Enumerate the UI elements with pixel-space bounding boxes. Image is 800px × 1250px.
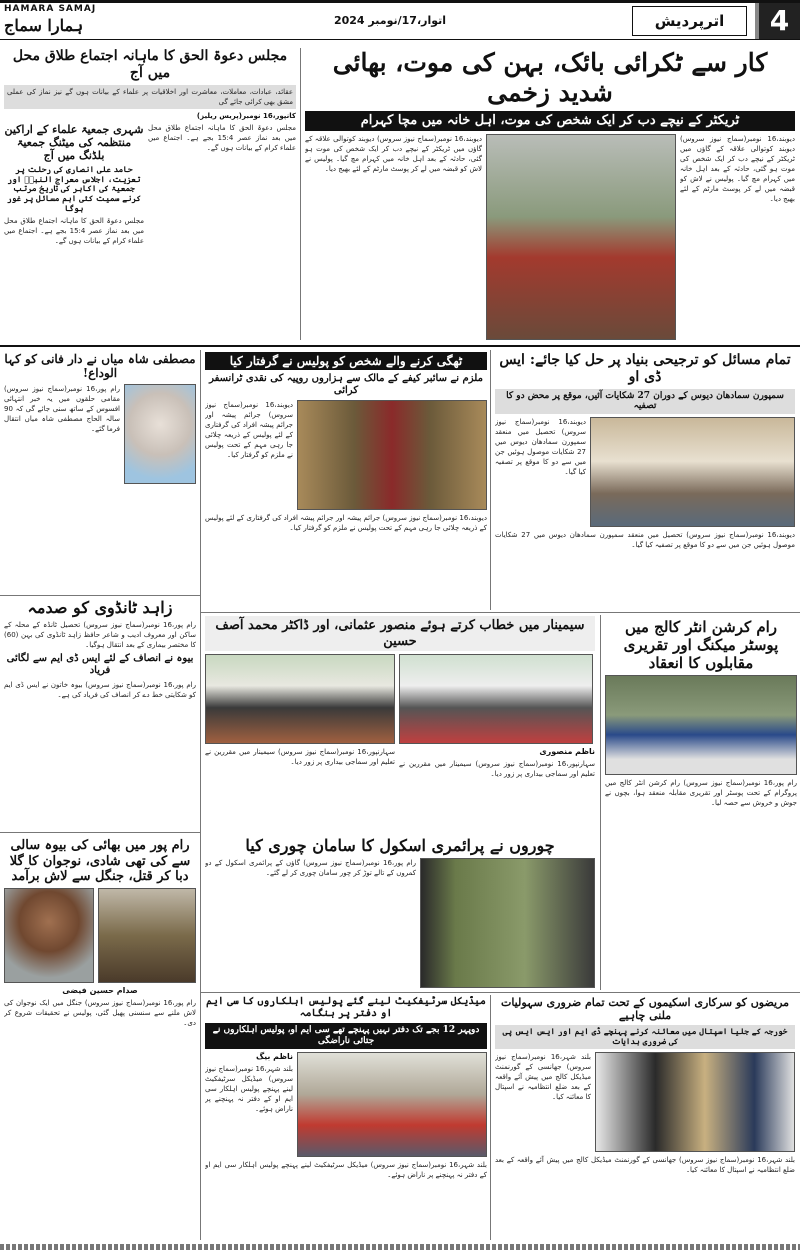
page-number: 4 — [755, 3, 800, 39]
thug-body-right: دیوبند،16 نومبر(سماج نیوز سروس) جرائم پیشہ اور جرائم پیشہ افراد کی گرفتاری کے لئے پولیس کے ذریعہ چلائی جا رہی مہم کے تحت پولیس نے ملزم کو گرفتار کیا۔ — [205, 401, 293, 460]
sdm-headline: تمام مسائل کو ترجیحی بنیاد پر حل کیا جائے: ایس ڈی او — [499, 352, 791, 385]
medical-headline: میڈیکل سرٹیفکیٹ لینے گئے پولیس اہلکاروں کا سی ایم او دفتر پر ہنگامہ — [206, 996, 486, 1019]
murder-headline: رام پور میں بھائی کی بیوہ سالی سے کی تھی شادی، نوجوان کا گلا دبا کر قتل، جنگل سے لاش برآمد — [9, 838, 191, 885]
seminar-photo-1 — [205, 654, 395, 744]
logo-urdu: ہمارا سماج — [4, 16, 84, 35]
lead-body-left: دیوبند،16 نومبر(سماج نیوز سروس) دیوبند کوتوالی علاقہ کے گاؤں میں ٹریکٹر کے نیچے دب کر ایک شخص کی موت ہو گئی، حادثہ کے بعد اہل خانہ میں کہرام مچ گیا۔ پولیس نے لاش کو قبضہ میں لے کر پوسٹ مارٹم کے لئے بھیج دیا۔ — [305, 134, 482, 173]
seminar-byline: ناظم منصوری — [539, 747, 595, 757]
college-photo — [605, 675, 797, 775]
sdm-photo-meeting — [590, 417, 795, 527]
majlis-body: مجلس دعوۃ الحق کا ماہانہ اجتماع طلاق محل میں بعد نماز عصر 15:4 بجے ہے۔ اجتماع میں علماء کرام کے بیانات ہوں گے۔ — [148, 123, 296, 152]
lead-story — [305, 48, 795, 340]
hospital-body-bottom: بلند شہر،16 نومبر(سماج نیوز سروس) جھانسی کے گورنمنٹ میڈیکل کالج میں پیش آئے واقعہ کے بعد ضلع انتظامیہ نے اسپتال کا معائنہ کیا۔ — [495, 1155, 795, 1174]
obit-portrait — [124, 384, 196, 484]
logo — [4, 4, 124, 40]
zahid-body: رام پور،16 نومبر(سماج نیوز سروس) تحصیل ٹانڈہ کے محلہ کے ساکن اور معروف ادیب و شاعر حافظ زاہد ٹانڈوی کی بہن (60) کا مختصر بیماری کے بعد انتقال ہوگیا۔ — [4, 621, 196, 650]
lead-photo-tractor — [486, 134, 676, 340]
seminar-body-right: سہارنپور،16 نومبر(سماج نیوز سروس) سیمینار میں مقررین نے تعلیم اور سماجی بیداری پر زور دیا۔ — [399, 760, 595, 779]
thug-photo-arrest — [297, 400, 487, 510]
murder-photo-police — [98, 888, 196, 983]
zahid-headline: زاہد ٹانڈوی کو صدمہ — [27, 598, 173, 617]
lead-headline: کار سے ٹکرائی بائک، بہن کی موت، بھائی شدید زخمی — [332, 48, 768, 107]
school-body: رام پور،16 نومبر(سماج نیوز سروس) گاؤں کے پرائمری اسکول کے دو کمروں کے تالے توڑ کر چور سامان چوری کر لے گئے۔ — [205, 859, 416, 878]
hospital-story — [495, 996, 795, 1241]
lead-subhead: ٹریکٹر کے نیچے دب کر ایک شخص کی موت، اہل خانہ میں مچا کہرام — [305, 111, 795, 131]
seminar-body-left: سہارنپور،16 نومبر(سماج نیوز سروس) سیمینار میں مقررین نے تعلیم اور سماجی بیداری پر زور دیا۔ — [205, 748, 395, 767]
medical-byline: ناظم بیگ — [255, 1051, 293, 1061]
seminar-photo-2 — [399, 654, 593, 744]
murder-caption: صدام حسین فیضی — [62, 985, 138, 995]
hospital-subhead: خورجہ کے جلیا اسپتال میں معائنہ کرنے پہنچے ڈی ایم اور ایس ایس پی کی ضروری ہدایات — [495, 1025, 795, 1048]
seminar-headline: سیمینار میں خطاب کرتے ہوئے منصور عثمانی، اور ڈاکٹر محمد آصف حسین — [205, 616, 595, 651]
majlis-sub2: شہری جمعیۃ علماء کے اراکین منتظمہ کی میٹنگ جمعیۃ بلڈنگ میں آج — [4, 122, 144, 162]
school-story — [205, 836, 595, 988]
medical-body-bottom: بلند شہر،16 نومبر(سماج نیوز سروس) میڈیکل سرٹیفکیٹ لینے پہنچے پولیس اہلکار سی ایم او کے دفتر نہ پہنچنے پر ناراض ہوئے۔ — [205, 1160, 487, 1179]
masthead — [0, 0, 800, 40]
obit-body: رام پور،16 نومبر(سماج نیوز سروس) مقامی حلقوں میں یہ خبر انتہائی افسوس کے ساتھ سنی جائے گی کہ 90 سالہ الحاج مصطفی شاہ میاں انتقال فرما گئے۔ — [4, 384, 120, 433]
hospital-body-right: بلند شہر،16 نومبر(سماج نیوز سروس) جھانسی کے گورنمنٹ میڈیکل کالج میں پیش آئے واقعہ کے بعد ضلع انتظامیہ نے اسپتال کا معائنہ کیا۔ — [495, 1052, 591, 1101]
murder-story — [4, 838, 196, 1240]
majlis-headline: مجلس دعوۃ الحق کا ماہانہ اجتماع طلاق محل میں آج — [12, 48, 288, 81]
issue-date: اتوار،17/نومبر 2024 — [333, 14, 447, 27]
thug-subhead: ملزم نے سائبر کیفے کے مالک سے ہزاروں روپیہ کی نقدی ٹرانسفر کرائی — [209, 373, 483, 397]
medical-subhead: دوپہر 12 بجے تک دفتر نہیں پہنچے تھے سی ایم او، پولیس اہلکاروں نے جتائی ناراضگی — [205, 1023, 487, 1049]
sdm-body-bottom: دیوبند،16 نومبر(سماج نیوز سروس) تحصیل میں منعقد سمپورن سمادھان دیوس میں 27 شکایات موصول ہوئیں جن میں سے دو کا موقع پر تصفیہ کیا گیا۔ — [495, 531, 795, 550]
majlis-byline: کانپور،16 نومبر(پریس ریلیز) — [196, 111, 296, 120]
majlis-body-2: مجلس دعوۃ الحق کا ماہانہ اجتماع طلاق محل میں بعد نماز عصر 15:4 بجے ہے۔ اجتماع میں علماء کرام کے بیانات ہوں گے۔ — [4, 217, 144, 246]
college-story — [605, 618, 797, 988]
majlis-subhead: عقائد، عبادات، معاملات، معاشرت اور اخلاقیات پر علماء کے بیانات ہوں گے نیز نماز کی عملی مشق بھی کرائی جائے گی — [4, 85, 296, 109]
zahid-story — [4, 598, 196, 830]
medical-photo — [297, 1052, 487, 1157]
medical-body-right: بلند شہر،16 نومبر(سماج نیوز سروس) میڈیکل سرٹیفکیٹ لینے پہنچے پولیس اہلکار سی ایم او کے دفتر نہ پہنچنے پر ناراض ہوئے۔ — [205, 1064, 293, 1113]
school-photo — [420, 858, 595, 988]
widow-body: رام پور،16 نومبر(سماج نیوز سروس) بیوہ خاتون نے ایس ڈی ایم کو شکایتی خط دے کر انصاف کی فریاد کی ہے۔ — [4, 681, 196, 700]
widow-headline: بیوہ نے انصاف کے لئے ایس ڈی ایم سے لگائی فریاد — [6, 653, 194, 677]
lead-body-right: دیوبند،16 نومبر(سماج نیوز سروس) دیوبند کوتوالی علاقہ کے گاؤں میں ٹریکٹر کے نیچے دب کر ایک شخص کی موت ہو گئی، حادثہ کے بعد اہل خانہ میں کہرام مچ گیا۔ پولیس نے لاش کو قبضہ میں لے کر پوسٹ مارٹم کے لئے بھیج دیا۔ — [680, 134, 795, 203]
obit-story — [4, 352, 196, 592]
logo-english: HAMARA SAMAJ — [4, 4, 97, 14]
sdm-subhead: سمپورن سمادھان دیوس کے دوران 27 شکایات آئیں، موقع پر محض دو کا تصفیہ — [495, 389, 795, 415]
school-headline: چوروں نے پرائمری اسکول کا سامان چوری کیا — [245, 836, 555, 855]
hospital-headline: مریضوں کو سرکاری اسکیموں کے تحت تمام ضروری سہولیات ملنی چاہیے — [500, 996, 790, 1023]
majlis-story — [4, 48, 296, 340]
thug-story — [205, 352, 487, 607]
majlis-sub3: حامد علی انصاری کی رحلت پر تعزیت، اجلاس معراج النبیؐ اور جمعیۃ کی اکابر کی تاریخ مرتب کرنے سمیت کئی اہم مسائل پر غور ہوگا — [7, 164, 141, 213]
section-label: اترپردیش — [632, 6, 747, 36]
thug-body-bottom: دیوبند،16 نومبر(سماج نیوز سروس) جرائم پیشہ اور جرائم پیشہ افراد کی گرفتاری کے لئے پولیس کے ذریعہ چلائی جا رہی مہم کے تحت پولیس نے ملزم کو گرفتار کیا۔ — [205, 514, 487, 533]
seminar-story — [205, 616, 595, 832]
obit-headline: مصطفی شاہ میاں نے دار فانی کو کہا الوداع! — [4, 352, 196, 381]
murder-photo-victim — [4, 888, 94, 983]
thug-headline: ٹھگی کرنے والے شخص کو پولیس نے گرفتار کیا — [205, 352, 487, 370]
murder-body: رام پور،16 نومبر(سماج نیوز سروس) جنگل میں ایک نوجوان کی لاش ملنے سے سنسنی پھیل گئی، پولیس نے تحقیقات شروع کر دی۔ — [4, 998, 196, 1027]
college-body: رام پور،16 نومبر(سماج نیوز سروس) رام کرشن انٹر کالج میں پروگرام کے تحت پوسٹر اور تقریری مقابلہ منعقد ہوا، بچوں نے جوش و خروش سے حصہ لیا۔ — [605, 779, 797, 807]
hospital-photo — [595, 1052, 795, 1152]
sdm-body-right: دیوبند،16 نومبر(سماج نیوز سروس) تحصیل میں منعقد سمپورن سمادھان دیوس میں 27 شکایات موصول ہوئیں جن میں سے دو کا موقع پر تصفیہ کیا گیا۔ — [495, 418, 586, 477]
college-headline: رام کرشن انٹر کالج میں پوسٹر میکنگ اور تقریری مقابلوں کا انعقاد — [623, 618, 779, 672]
sdm-story — [495, 352, 795, 607]
page-bottom-border — [0, 1244, 800, 1250]
medical-story — [205, 996, 487, 1241]
